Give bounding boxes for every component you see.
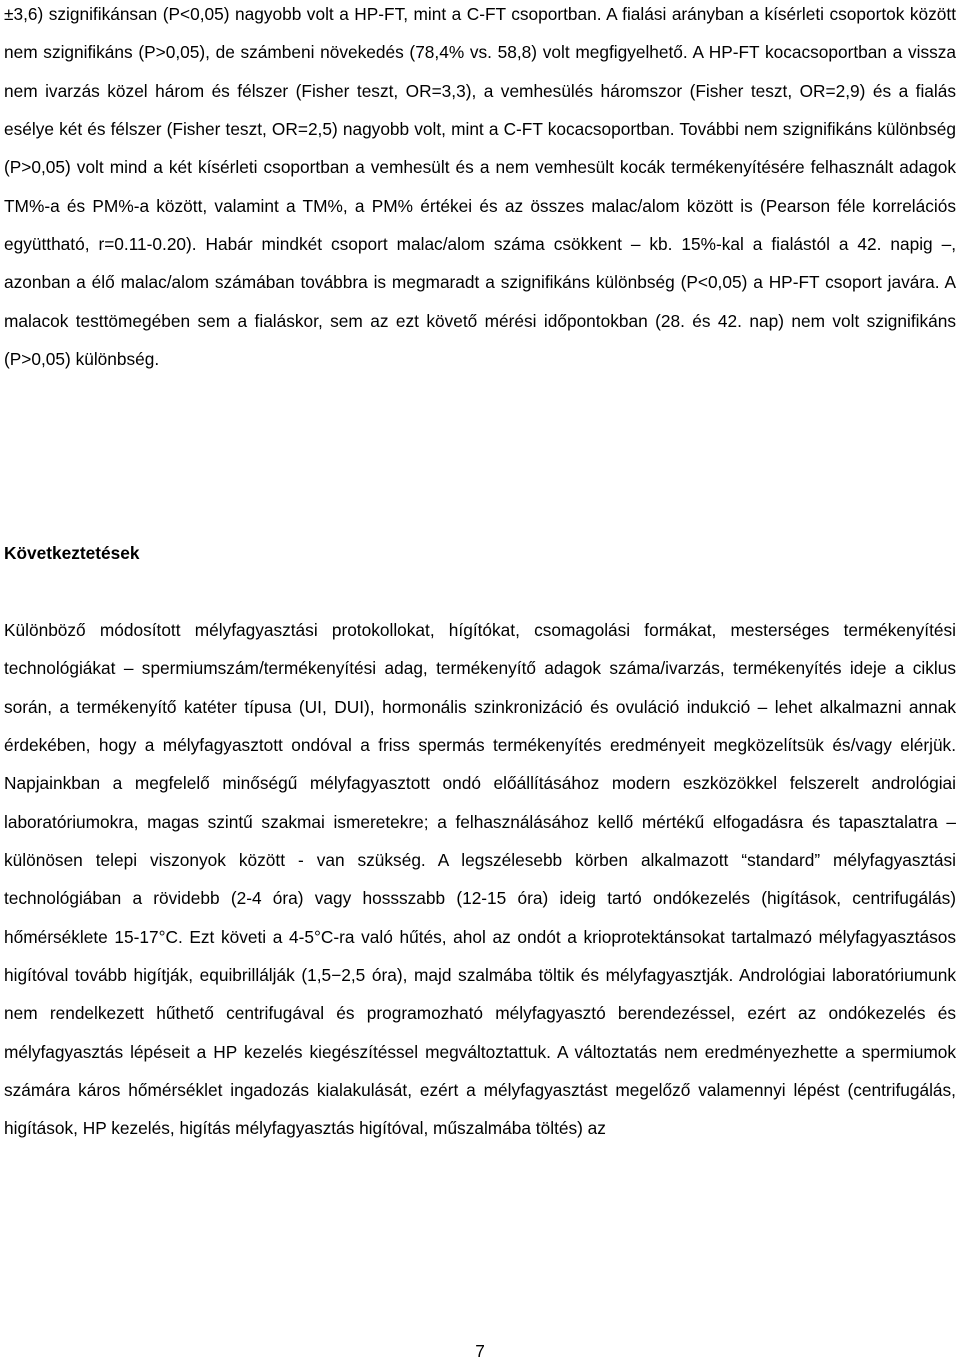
section-heading: Következtetések	[4, 543, 140, 563]
body-paragraph-results: ±3,6) szignifikánsan (P<0,05) nagyobb volt a HP-FT, mint a C-FT csoportban. A fialási arányban a kísérleti csoportok között nem szignifikáns (P>0,05), de számbeni növekedés (78,4% vs. 58,8) volt megfigyelhető. A HP-FT kocacsoportban a vissza nem ivarzás közel három és félszer (Fisher teszt, OR=3,3), a vemhesülés háromszor (Fisher teszt, OR=2,9) és a fialás esélye két és félszer (Fisher teszt, OR=2,5) nagyobb volt, mint a C-FT kocacsoportban. További nem szignifikáns különbség (P>0,05) volt mind a két kísérleti csoportban a vemhesült és a nem vemhesült kocák termékenyítésére felhasznált adagok TM%-a és PM%-a között, valamint a TM%, a PM% értékei és az összes malac/alom között is (Pearson féle korrelációs együttható, r=0.11-0.20). Habár mindkét csoport malac/alom száma csökkent – kb. 15%-kal a fialástól a 42. napig –, azonban a élő malac/alom számában továbbra is megmaradt a szignifikáns különbség (P<0,05) a HP-FT csoport javára. A malacok testtömegében sem a fialáskor, sem az ezt követő mérési időpontokban (28. és 42. nap) nem volt szignifikáns (P>0,05) különbség.	[4, 4, 956, 370]
body-paragraph-conclusions: Különböző módosított mélyfagyasztási protokollokat, hígítókat, csomagolási formákat, mesterséges termékenyítési technológiákat – spermiumszám/termékenyítési adag, termékenyítő adagok száma/ivarzás, termékenyítés ideje a ciklus során, a termékenyítő katéter típusa (UI, DUI), hormonális szinkronizáció és ovuláció indukció – lehet alkalmazni annak érdekében, hogy a mélyfagyasztott ondóval a friss spermás termékenyítés eredményeit megközelítsük és/vagy elérjük. Napjainkban a megfelelő minőségű mélyfagyasztott ondó előállításához modern eszközökkel felszerelt andrológiai laboratóriumokra, magas szintű szakmai ismeretekre; a felhasználásához kellő mértékű elfogadásra és tapasztalatra – különösen telepi viszonyok között - van szükség. A legszélesebb körben alkalmazott “standard” mélyfagyasztási technológiában a rövidebb (2-4 óra) vagy hossszabb (12-15 óra) ideig tartó ondókezelés (higítások, centrifugálás) hőmérséklete 15-17°C. Ezt követi a 4-5°C-ra való hűtés, ahol az ondót a krioprotektánsokat tartalmazó mélyfagyasztásos higítóval tovább higítják, equibrillálják (1,5−2,5 óra), majd szalmába töltik és mélyfagyasztják. Andrológiai laboratóriumunk nem rendelkezett hűthető centrifugával és programozható mélyfagyasztó berendezéssel, ezért az ondókezelés és mélyfagyasztás lépéseit a HP kezelés kiegészítéssel megváltoztattuk. A változtatás nem eredményezhette a spermiumok számára káros hőmérséklet ingadozás kialakulását, ezért a mélyfagyasztást megelőző valamennyi lépést (centrifugálás, higítások, HP kezelés, higítás mélyfagyasztás higítóval, műszalmába töltés) az	[4, 620, 956, 1139]
page-number: 7	[475, 1341, 485, 1361]
